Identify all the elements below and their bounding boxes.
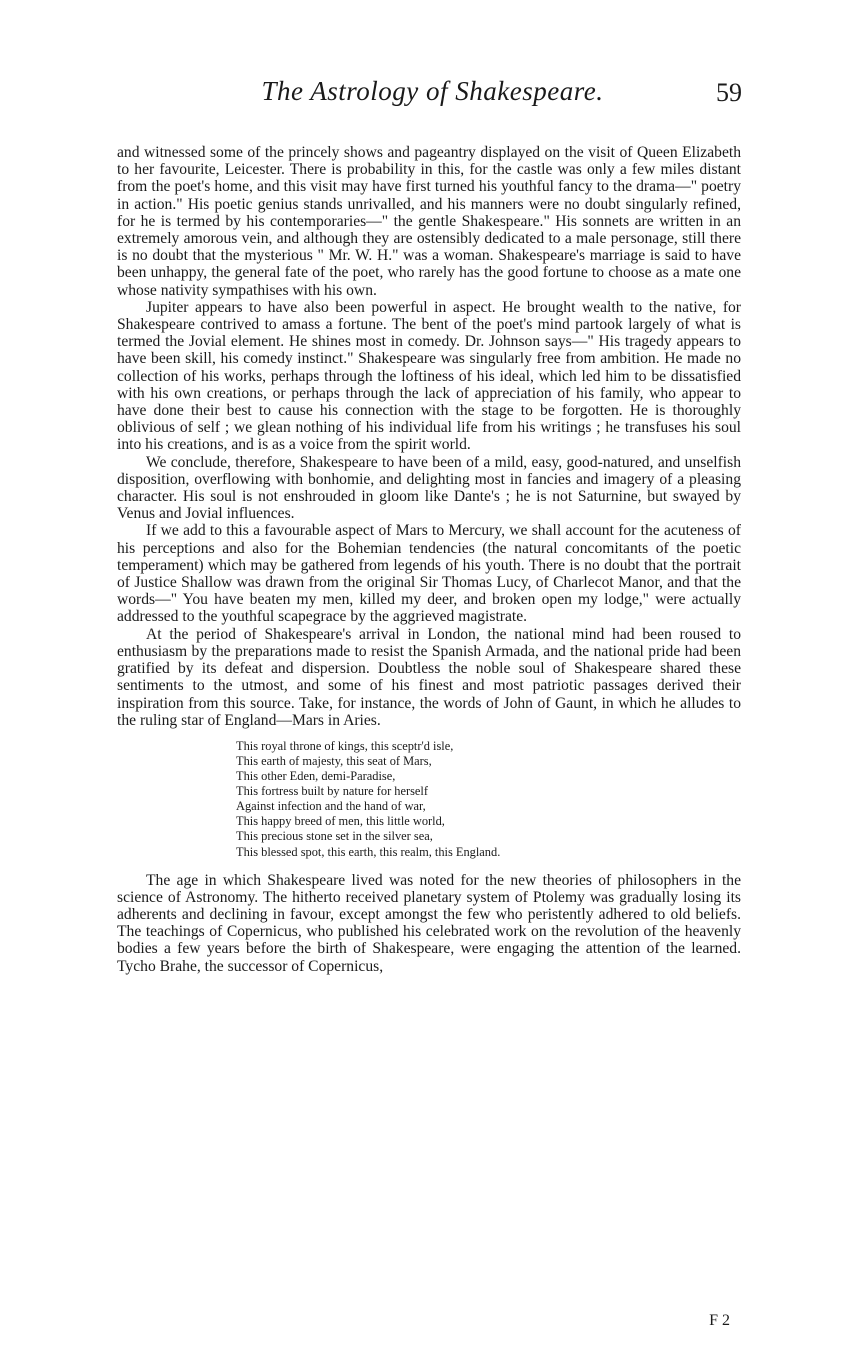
- verse-line: This earth of majesty, this seat of Mars,: [236, 754, 432, 768]
- verse-line: This other Eden, demi-Paradise,: [236, 769, 396, 784]
- verse-line: This royal throne of kings, this sceptr'd isle,: [236, 738, 454, 753]
- verse-line: This fortress built by nature for herself: [236, 784, 429, 799]
- running-title: The Astrology of Shakespeare.: [261, 76, 604, 106]
- closing-paragraph: The age in which Shakespeare lived was noted for the new theories of philosophers in the science of Astronomy. The hitherto received planetary system of Ptolemy was gradually losing its adherents and declining in favour, except amongst the few who peristently adhered to old beliefs. The teachings of Copernicus, who published his celebrated work on the revolution of the heavenly bodies a few years before the birth of Shakespeare, were engaging the attention of the learned. Tycho Brahe, the successor of Copernicus,: [117, 871, 741, 975]
- paragraph: At the period of Shakespeare's arrival in London, the national mind had been roused to enthusiasm by the preparations made to resist the Spanish Armada, and the national pride had been gratified by its defeat and dispersion. Doubtless the noble soul of Shakespeare shared these sentiments to the utmost, and some of his finest and most patriotic passages derived their inspiration from this source. Take, for instance, the words of John of Gaunt, in which he alludes to the ruling star of England—Mars in Aries.: [117, 625, 741, 729]
- signature-mark: F 2: [709, 1312, 730, 1329]
- page-header: [0, 76, 865, 126]
- verse-line: Against infection and the hand of war,: [236, 799, 426, 814]
- verse-quotation: [236, 739, 741, 860]
- paragraph: If we add to this a favourable aspect of Mars to Mercury, we shall account for the acuteness of his perceptions and also for the Bohemian tendencies (the natural concomitants of the poetic temperament) which may be gathered from legends of his youth. There is no doubt that the portrait of Justice Shallow was drawn from the original Sir Thomas Lucy, of Charlecot Manor, and that the words—" You have beaten my men, killed my deer, and broken open my lodge," were actually addressed to the youthful scapegrace by the aggrieved magistrate.: [117, 522, 741, 626]
- page-number: 59: [716, 78, 742, 107]
- paragraph: We conclude, therefore, Shakespeare to have been of a mild, easy, good-natured, and unselfish disposition, overflowing with bonhomie, and delighting most in fancies and imagery of a pleasing character. His soul is not enshrouded in gloom like Dante's ; he is not Saturnine, but swayed by Venus and Jovial influences.: [117, 453, 741, 523]
- verse-line: This blessed spot, this earth, this realm, this England.: [236, 844, 501, 859]
- verse-line: This precious stone set in the silver sea,: [236, 829, 433, 844]
- verse-line: This happy breed of men, this little world,: [236, 814, 445, 829]
- paragraph: and witnessed some of the princely shows and pageantry displayed on the visit of Queen Elizabeth to her favourite, Leicester. There is probability in this, for the castle was only a few miles distant from the poet's home, and this visit may have first turned his youthful fancy to the drama—" poetry in action." His poetic genius stands unrivalled, and his manners were no doubt singularly refined, for he is termed by his contemporaries—" the gentle Shakespeare." His sonnets are written in an extremely amorous vein, and although they are ostensibly dedicated to a male personage, still there is no doubt that the mysterious " Mr. W. H." was a woman. Shakespeare's marriage is said to have been unhappy, the general fate of the poet, who rarely has the good fortune to choose as a mate one whose nativity sympathises with his own.: [117, 144, 741, 299]
- article-body: [117, 144, 741, 975]
- paragraph: Jupiter appears to have also been powerful in aspect. He brought wealth to the native, for Shakespeare contrived to amass a fortune. The bent of the poet's mind partook largely of what is termed the Jovial element. He shines most in comedy. Dr. Johnson says—" His tragedy appears to have been skill, his comedy instinct." Shakespeare was singularly free from ambition. He made no collection of his works, perhaps through the loftiness of his ideal, which led him to be dissatisfied with his own creations, or perhaps through the lack of appreciation of his family, who appear to have done their best to cause his connection with the stage to be forgotten. He is thoroughly oblivious of self ; we glean nothing of his individual life from his writings ; he transfuses his soul into his creations, and is as a voice from the spirit world.: [117, 298, 741, 454]
